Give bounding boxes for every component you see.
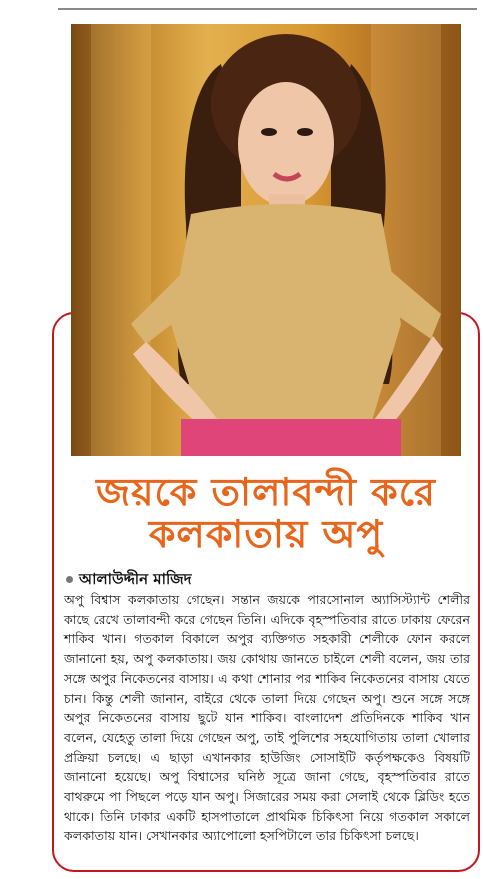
article-body: অপু বিশ্বাস কলকাতায় গেছেন। সন্তান জয়কে পারসোনাল অ্যাসিস্ট্যান্ট শেলীর কাছে রেখে তালাবন্দী করে গেছেন তিনি। এদিকে বৃহস্পতিবার রাতে ঢাকায় ফেরেন শাকিব খান। গতকাল বিকালে অপুর ব্যক্তিগত সহকারী শেলীকে ফোন করলে জানানো হয়, অপু কলকাতায়। জয় কোথায় জানতে চাইলে শেলী বলেন, জয় তার সঙ্গে অপুর নিকেতনের বাসায়। এ কথা শোনার পর শাকিব নিকেতনের বাসায় যেতে চান। কিন্তু শেলী জানান, বাইরে থেকে তালা দিয়ে গেছেন অপু। শুনে সঙ্গে সঙ্গে অপুর নিকেতনের বাসায় ছুটে যান শাকিব। বাংলাদেশ প্রতিদিনকে শাকিব খান বলেন, যেহেতু তালা দিয়ে গেছেন অপু, তাই পুলিশের সহযোগিতায় তালা খোলার প্রক্রিয়া চলছে। এ ছাড়া এখানকার হাউজিং সোসাইটি কর্তৃপক্ষকেও বিষয়টি জানানো হয়েছে। অপু বিশ্বাসের ঘনিষ্ঠ সূত্রে জানা গেছে, বৃহস্পতিবার রাতে বাথরুমে পা পিছলে পড়ে যান অপু। সিজারের সময় করা সেলাই থেকে ব্লিডিং হতে থাকে। তিনি ঢাকার একটি হাসপাতালে প্রাথমিক চিকিৎসা নিয়ে গতকাল সকালে কলকাতায় যান। সেখানকার অ্যাপোলো হসপিটালে তার চিকিৎসা চলছে। [64, 592, 470, 844]
portrait-illustration [71, 24, 461, 456]
headline-line-1: জয়কে তালাবন্দী করে [96, 470, 436, 514]
headline-line-2: কলকাতায় অপু [148, 512, 384, 556]
article-photo [71, 24, 461, 456]
author-name: আলাউদ্দীন মাজিদ [79, 570, 192, 588]
bullet-icon [66, 576, 73, 583]
top-rule [58, 8, 477, 10]
